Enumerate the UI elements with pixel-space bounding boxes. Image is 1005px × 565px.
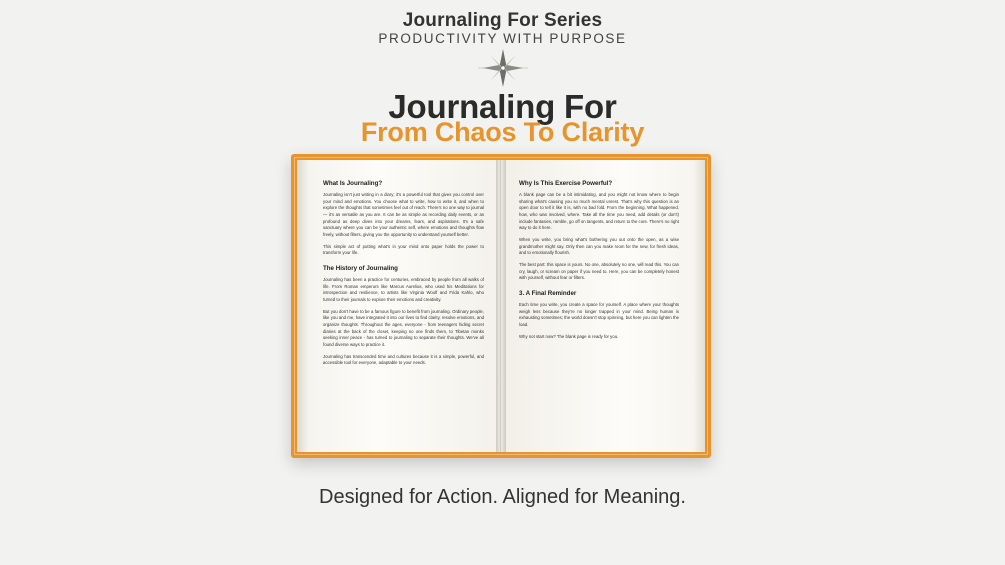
left-paragraph-4: But you don't have to be a famous figure to benefit from journaling. Ordinary people, like you and me, have integrated it into our lives to find clarity, resolve emotions, and organize thoughts. Throughout the ages, everyone - from teenagers hiding secret diaries at the back of the closet, keeping no one finds them, to Tibetan monks seeking inner peace - has turned to journaling to separate their thoughts. We've all found diverse ways to practice it. (323, 308, 484, 347)
right-paragraph-5: Why not start now? The blank page is ready for you. (519, 333, 619, 339)
series-title: Journaling For Series (402, 10, 603, 31)
left-heading-2: The History of Journaling (323, 264, 398, 272)
left-paragraph-1: Journaling isn't just writing in a diary; it's a powerful tool that gives you control over your mind and emotions. You choose what to write, how to write it, and when to explore the thoughts that sometimes feel out of reach. There's no one way to journal — it's as versatile as you are. It can be as simple as recording daily events, or as profound as deep dives into your dreams, fears, and aspirations. It's a safe sanctuary where you can be your authentic self, where emotions and thoughts flow freely, without filters, giving you the opportunity to understand yourself better. (323, 192, 484, 237)
left-paragraph-3: Journaling has been a practice for centuries, embraced by people from all walks of life. From Roman emperors like Marcus Aurelius, who used his Meditations for introspection and resilience, to artists like Virginia Woolf and Frida Kahlo, who turned to their journals to explore their emotions and creativity. (323, 277, 484, 302)
footer-tagline: Designed for Action. Aligned for Meaning. (319, 486, 686, 508)
right-heading-1: Why Is This Exercise Powerful? (519, 180, 613, 187)
book-page-left (297, 160, 501, 452)
left-heading-1: What Is Journaling? (323, 180, 383, 187)
right-paragraph-4: Each time you write, you create a space for yourself. A place where your thoughts weigh less because they're no longer trapped in your mind. Being human is exhausting sometimes; the world doesn't stop spinning, but here you can lighten the load. (519, 302, 679, 327)
series-subtitle: PRODUCTIVITY WITH PURPOSE (378, 31, 627, 46)
open-book (291, 154, 711, 458)
right-paragraph-3: The best part: this space is yours. No one, absolutely no one, will read this. You can cry, laugh, or scream on paper if you need to. Here, you can be completely honest with yourself, without fear or filters. (519, 261, 679, 281)
right-paragraph-1: A blank page can be a bit intimidating, and you might not know where to begin sharing what's causing you so much mental unrest. That's why this question is an open door to tell it like it is, with no bad fold. From the beginning. What happened, how, who was involved, where. Take all the time you need, add details (or don't) include fantasies, ramble, go off on tangents, and return to the core. There's no right way to do it here. (519, 192, 679, 231)
book-page-right (501, 160, 705, 452)
compass-rose-icon (476, 45, 530, 91)
page-title: Journaling For (388, 88, 617, 125)
page-subtitle-accent: From Chaos To Clarity (360, 117, 645, 147)
right-paragraph-2: When you write, you bring what's bothering you out onto the open, as a wise grandmother might say. Only then can you make room for the new, for fresh ideas, and to emotionally flourish. (519, 237, 679, 256)
left-paragraph-5: Journaling has transcended time and cultures because it is a simple, powerful, and accessible tool for everyone, adaptable to your needs. (323, 353, 484, 366)
left-paragraph-2: This simple act of putting what's in your mind onto paper holds the power to transform your life. (323, 243, 484, 256)
right-heading-2: 3. A Final Reminder (519, 289, 577, 297)
